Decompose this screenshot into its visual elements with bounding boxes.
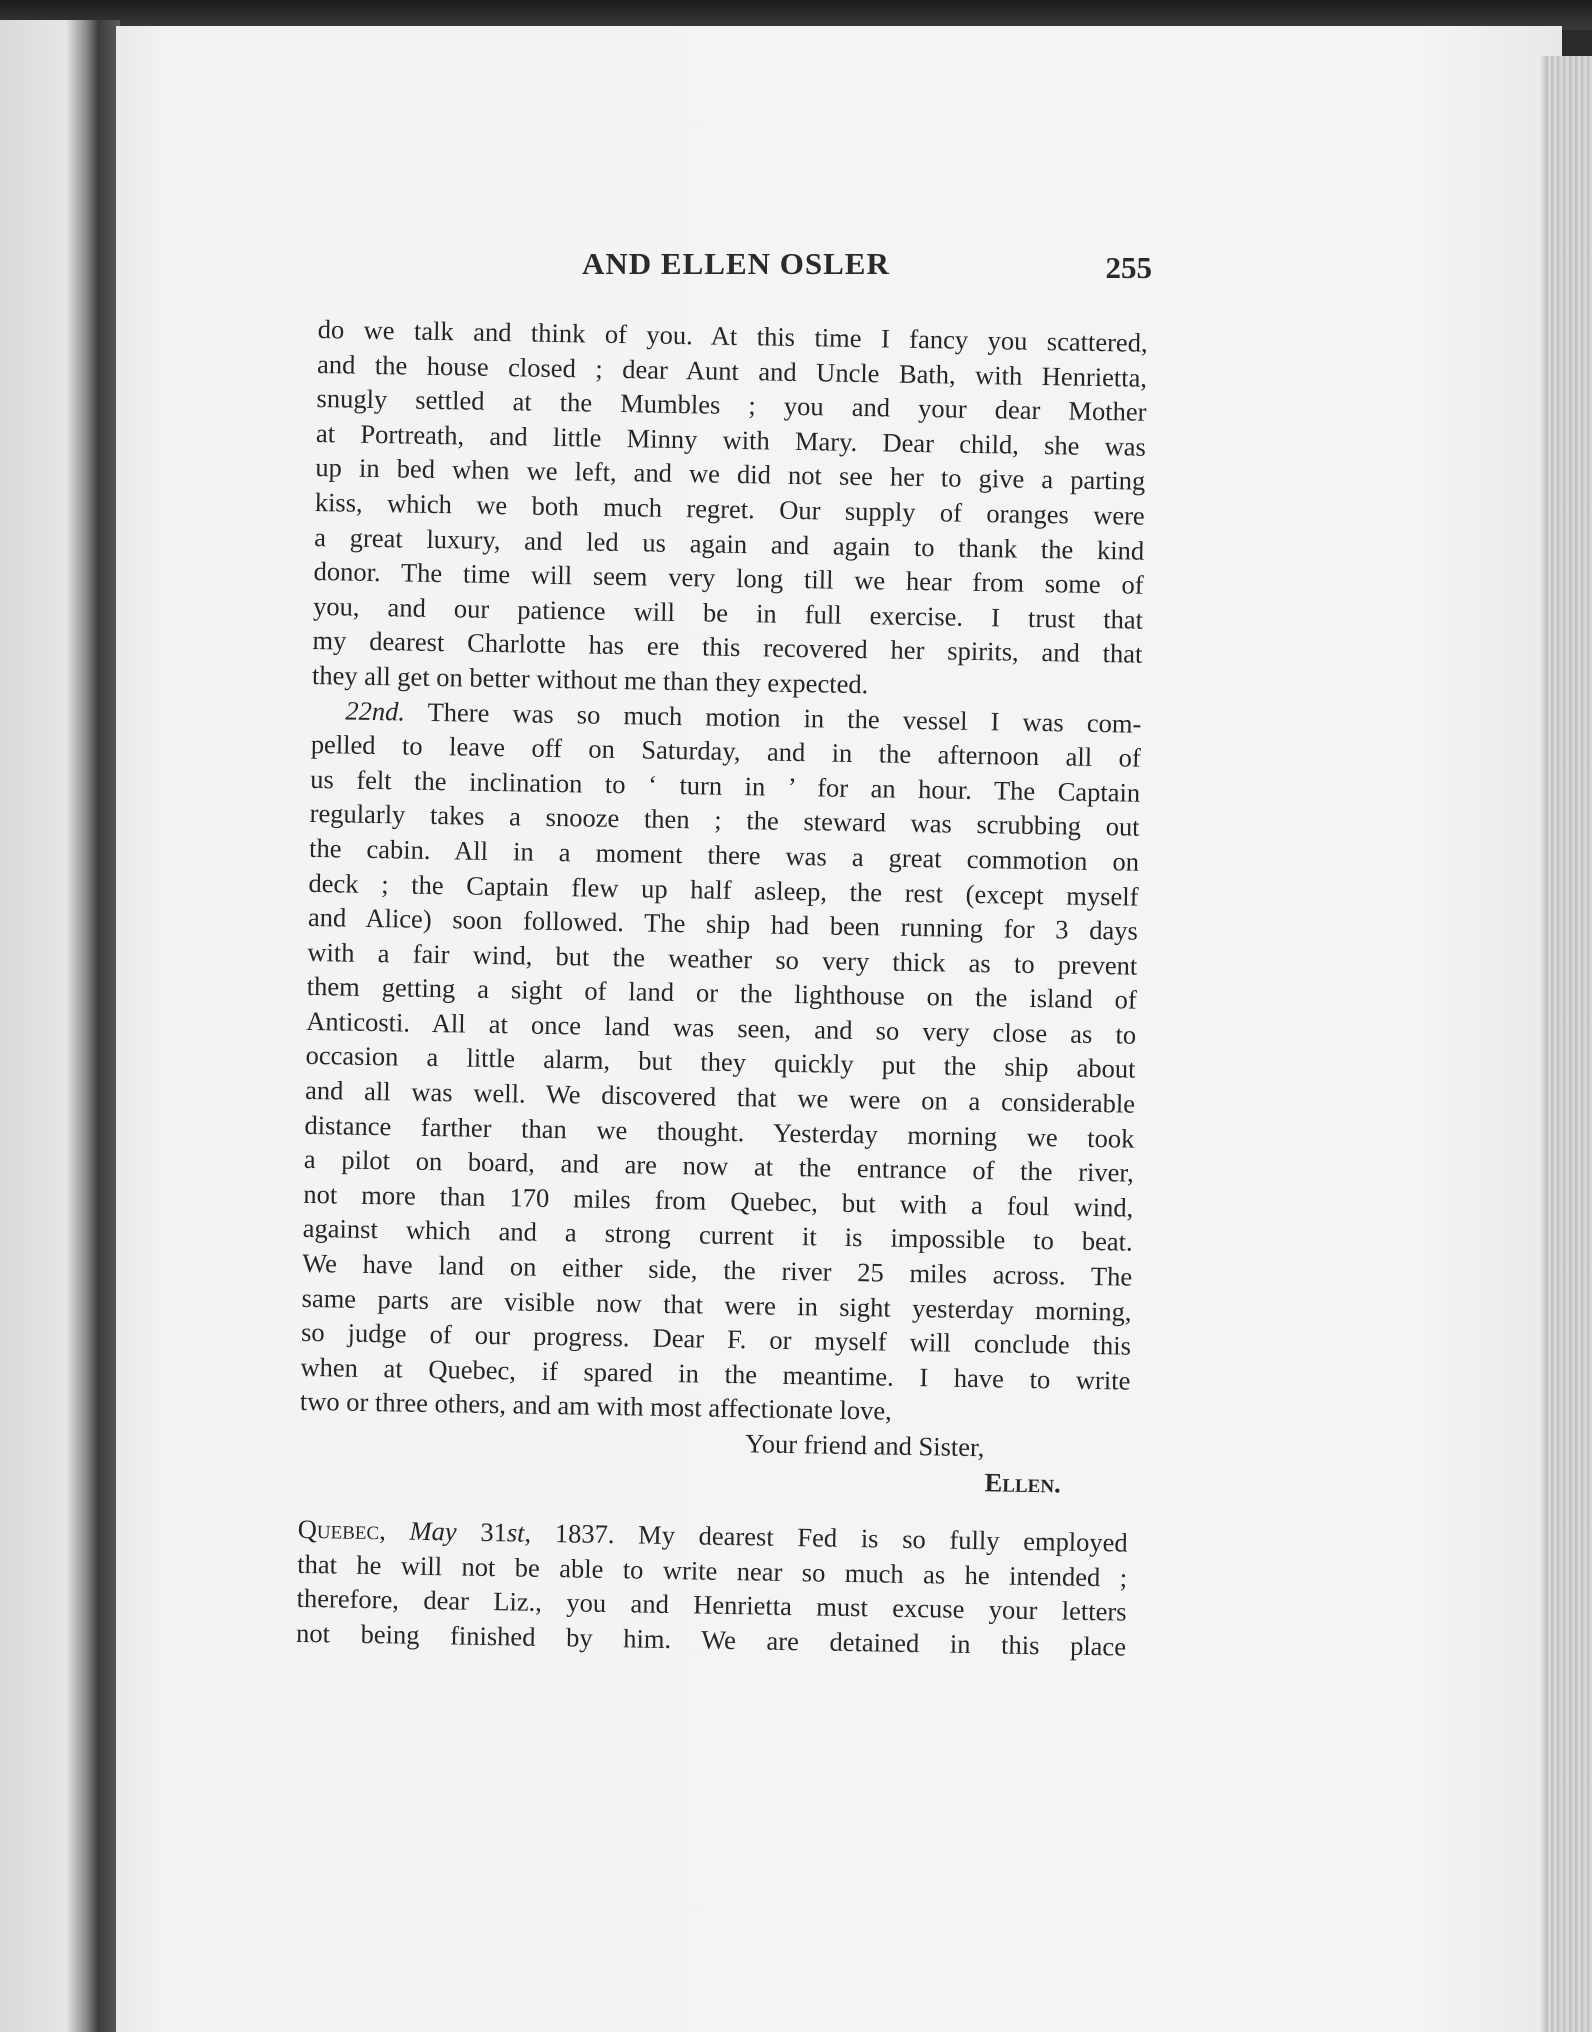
text-line: Anticosti. All at once land was seen, and so very close as to bbox=[305, 1005, 1137, 1050]
text-line: so judge of our progress. Dear F. or myself will conclude this bbox=[300, 1317, 1132, 1361]
text-line: up in bed when we left, and we did not see her to give a parting bbox=[315, 452, 1146, 497]
letter-paragraph-2 bbox=[300, 692, 1142, 1432]
text-line: us felt the inclination to ‘ turn in ’ for an hour. The Captain bbox=[310, 763, 1141, 808]
page-block-edge bbox=[1548, 56, 1592, 2032]
page-body bbox=[296, 312, 1148, 1664]
text-line: and all was well. We discovered that we were on a considerable bbox=[304, 1074, 1136, 1119]
text-line: regularly takes a snooze then ; the steward was scrubbing out bbox=[309, 798, 1140, 843]
text-line: them getting a sight of land or the lighthouse on the island of bbox=[306, 971, 1137, 1015]
text-line: pelled to leave off on Saturday, and in the afternoon all of bbox=[310, 729, 1141, 773]
text-line: kiss, which we both much regret. Our supply of oranges were bbox=[314, 486, 1145, 531]
text-line: snugly settled at the Mumbles ; you and your dear Mother bbox=[316, 383, 1147, 427]
text-line: donor. The time will seem very long till we hear from some of bbox=[313, 556, 1144, 600]
letter-date-month: May bbox=[409, 1515, 457, 1547]
text-line: occasion a little alarm, but they quickly put the ship about bbox=[305, 1040, 1136, 1085]
letter-paragraph-1 bbox=[312, 312, 1148, 706]
text-line: when at Quebec, if spared in the meantime. I have to write bbox=[300, 1351, 1131, 1396]
entry-date: 22nd. bbox=[345, 695, 406, 727]
text-line: same parts are visible now that were in sight yesterday morning, bbox=[301, 1282, 1132, 1327]
next-letter-paragraph bbox=[296, 1512, 1128, 1664]
text-line: against which and a strong current it is impossible to beat. bbox=[302, 1213, 1133, 1258]
text-line: a great luxury, and led us again and again to thank the kind bbox=[314, 521, 1145, 566]
text-line: that he will not be able to write near so much as he intended ; bbox=[296, 1548, 1128, 1593]
text-line: they all get on better without me than they expected. bbox=[311, 659, 869, 700]
page-header bbox=[320, 246, 1152, 296]
text-line: and the house closed ; dear Aunt and Uncle Bath, with Henrietta, bbox=[316, 348, 1148, 393]
letter-place: Quebec, bbox=[297, 1514, 387, 1546]
text-fragment: There was so much motion in the vessel I was com- bbox=[404, 696, 1142, 739]
text-line: not more than 170 miles from Quebec, but with a foul wind, bbox=[303, 1178, 1134, 1223]
text-line: a pilot on board, and are now at the entrance of the river, bbox=[303, 1144, 1135, 1188]
text-line: We have land on either side, the river 25 miles across. The bbox=[301, 1247, 1133, 1292]
text-line: and Alice) soon followed. The ship had been running for 3 days bbox=[307, 902, 1139, 946]
text-line: with a fair wind, but the weather so very thick as to prevent bbox=[307, 936, 1138, 981]
text-line: my dearest Charlotte has ere this recovered her spirits, and that bbox=[312, 625, 1143, 670]
letter-closing: Your friend and Sister, bbox=[745, 1428, 985, 1463]
text-line: two or three others, and am with most affectionate love, bbox=[299, 1386, 893, 1427]
letter-date-year: , 1837. bbox=[524, 1517, 615, 1550]
facing-page-edge bbox=[0, 20, 120, 2032]
letter-signature: Ellen. bbox=[984, 1466, 1061, 1499]
running-head: AND ELLEN OSLER bbox=[582, 246, 890, 281]
text-fragment: My dearest Fed is so fully employed bbox=[614, 1519, 1128, 1558]
text-line: you, and our patience will be in full exercise. I trust that bbox=[312, 590, 1144, 635]
letter-date-suffix: st bbox=[506, 1517, 525, 1548]
letter-date-day: 31 bbox=[456, 1516, 508, 1548]
page-number: 255 bbox=[1105, 250, 1152, 285]
text-line: deck ; the Captain flew up half asleep, the rest (except myself bbox=[308, 867, 1139, 912]
text-line: not being finished by him. We are detained in this place bbox=[295, 1617, 1127, 1662]
text-line: distance farther than we thought. Yesterday morning we took bbox=[304, 1109, 1135, 1154]
text-line: therefore, dear Liz., you and Henrietta must excuse your letters bbox=[296, 1583, 1127, 1627]
text-line: at Portreath, and little Minny with Mary. Dear child, she was bbox=[315, 417, 1147, 462]
text-line: do we talk and think of you. At this time I fancy you scattered, bbox=[317, 313, 1148, 358]
text-line: the cabin. All in a moment there was a great commotion on bbox=[308, 832, 1140, 877]
